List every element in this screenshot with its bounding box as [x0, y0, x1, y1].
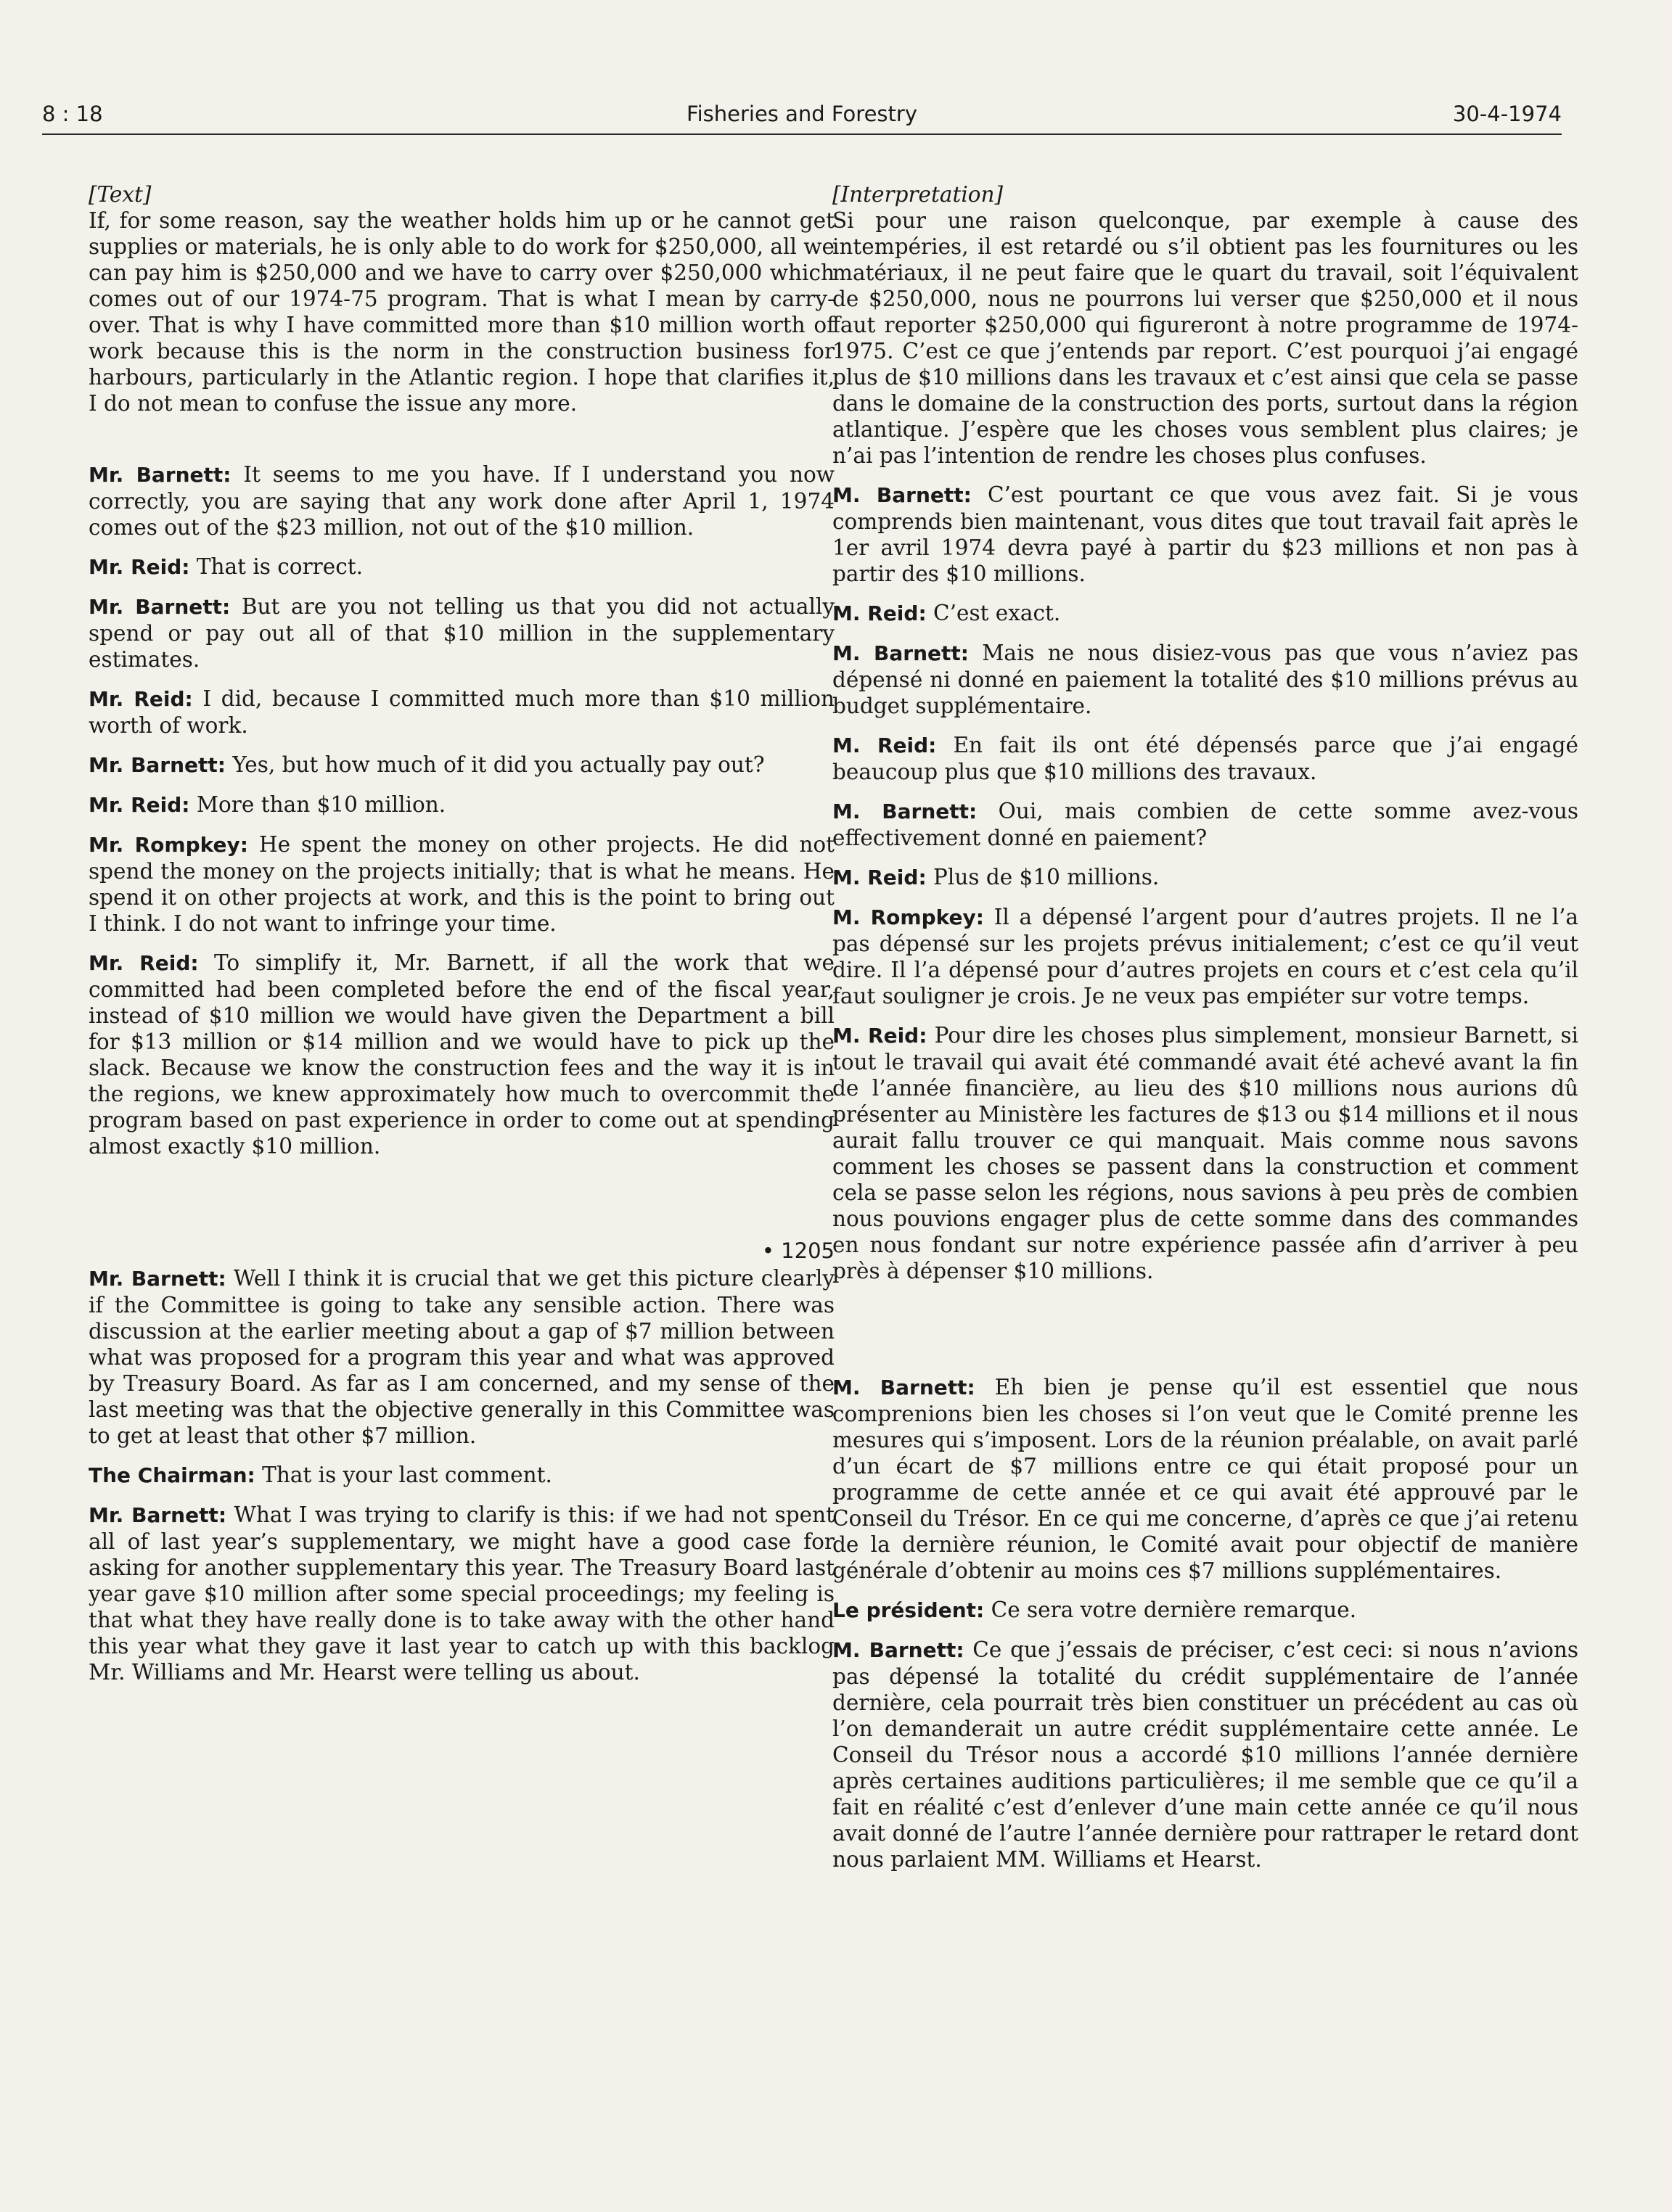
speech-text: He spent the money on other projects. He did not spend the money on the projects initially; that is what he means. He spend it on other projects at work, and this is the point to bring out I think. I do not want to infringe your time. — [89, 832, 835, 936]
exchange-paragraph — [832, 1374, 1578, 1584]
speaker-name: M. Rompkey: — [832, 905, 984, 929]
exchange-paragraph — [89, 831, 835, 937]
publication-title: Fisheries and Forestry — [687, 102, 917, 126]
speech-text: Yes, but how much of it did you actually pay out? — [232, 752, 765, 777]
speech-text: It seems to me you have. If I understand you now correctly, you are saying that any work done after April 1, 1974 comes out of the $23 million, not out of the $10 million. — [89, 462, 835, 540]
speaker-name: Mr. Barnett: — [89, 1503, 227, 1527]
exchange-paragraph — [832, 798, 1578, 851]
page-number: 8 : 18 — [42, 102, 103, 126]
speaker-name: M. Reid: — [832, 733, 937, 757]
french-column — [832, 181, 1578, 1886]
exchange-paragraph — [89, 1502, 835, 1685]
exchange-paragraph — [89, 950, 835, 1159]
speaker-name: Mr. Barnett: — [89, 1267, 226, 1291]
exchange-paragraph — [832, 600, 1578, 627]
exchange-paragraph — [832, 864, 1578, 891]
intro-paragraph: If, for some reason, say the weather holds him up or he cannot get supplies or materials, he is only able to do work for $250,000, all we can pay him is $250,000 and we have to carry over $250,000 which comes out of our 1974-75 program. That is what I mean by carry-over. That is why I have committed more than $10 million worth of work because this is the norm in the construction business for harbours, particularly in the Atlantic region. I hope that clarifies it, I do not mean to confuse the issue any more. — [89, 208, 835, 416]
page-header — [42, 102, 1562, 135]
english-column — [89, 181, 835, 1698]
speaker-name: M. Reid: — [832, 866, 927, 889]
speaker-name: M. Barnett: — [832, 641, 969, 665]
speaker-name: M. Barnett: — [832, 483, 972, 507]
speech-text: C’est exact. — [933, 601, 1061, 625]
speaker-name: Le président: — [832, 1598, 985, 1622]
exchange-paragraph — [832, 1597, 1578, 1624]
speaker-name: Mr. Barnett: — [89, 463, 231, 487]
speech-text: To simplify it, Mr. Barnett, if all the work that we committed had been completed before the end of the fiscal year, instead of $10 million we would have given the Department a bill for $13 million or $14 million and we would have to pick up the slack. Because we know the construction fees and the way it is in the regions, we knew approximately how much to overcommit the program based on past experience in order to come out at spending almost exactly $10 million. — [89, 950, 835, 1159]
speech-text: En fait ils ont été dépensés parce que j’ai engagé beaucoup plus que $10 millions des travaux. — [832, 733, 1579, 784]
exchange-paragraph — [89, 1265, 835, 1449]
speaker-name: Mr. Rompkey: — [89, 833, 248, 857]
speech-text: Oui, mais combien de cette somme avez-vous effectivement donné en paiement? — [832, 799, 1578, 850]
exchange-paragraph — [832, 732, 1578, 785]
speech-text: Ce que j’essais de préciser, c’est ceci: si nous n’avions pas dépensé la totalité du crédit supplémentaire de l’année dernière, cela pourrait très bien constituer un précédent au cas où l’on demanderait un autre crédit supplémentaire cette année. Le Conseil du Trésor nous a accordé $10 millions l’année dernière après certaines auditions particulières; il me semble que ce qu’il a fait en réalité c’est d’enlever d’une main cette année ce qu’il nous avait donné de l’autre l’année dernière pour rattraper le retard dont nous parlaient MM. Williams et Hearst. — [832, 1637, 1578, 1872]
speech-text: That is correct. — [196, 554, 363, 579]
exchange-paragraph — [89, 554, 835, 580]
intro-paragraph: Si pour une raison quelconque, par exemple à cause des intempéries, il est retardé ou s’il obtient pas les fournitures ou les matériaux, il ne peut faire que le quart du travail, soit l’équivalent de $250,000, nous ne pourrons lui verser que $250,000 et il nous faut reporter $250,000 qui figureront à notre programme de 1974-1975. C’est ce que j’entends par report. C’est pourquoi j’ai engagé plus de $10 millions dans les travaux et c’est ainsi que cela se passe dans le domaine de la construction des ports, surtout dans la région atlantique. J’espère que les choses vous semblent plus claires; je n’ai pas l’intention de rendre les choses plus confuses. — [832, 208, 1578, 468]
speaker-name: Mr. Reid: — [89, 793, 190, 817]
speech-text: Pour dire les choses plus simplement, monsieur Barnett, si tout le travail qui avait été commandé avait été achevé avant la fin de l’année financière, au lieu des $10 millions nous aurions dû présenter au Ministère les factures de $13 ou $14 millions et il nous aurait fallu trouver ce qui manquait. Mais comme nous savons comment les choses se passent dans la construction et comment cela se passe selon les régions, nous savions à peu près de combien nous pouvions engager plus de cette somme dans des commandes en nous fondant sur notre expérience passée afin d’arriver à peu près à dépenser $10 millions. — [832, 1023, 1578, 1283]
speaker-name: Mr. Barnett: — [89, 753, 226, 777]
speaker-name: M. Reid: — [832, 601, 927, 625]
speech-text: What I was trying to clarify is this: if we had not spent all of last year’s supplementary, we might have a good case for asking for another supplementary this year. The Treasury Board last year gave $10 million after some special proceedings; my feeling is that what they have really done is to take away with the other hand this year what they gave it last year to catch up with this backlog Mr. Williams and Mr. Hearst were telling us about. — [89, 1502, 835, 1685]
exchange-paragraph — [89, 792, 835, 818]
speech-text: Ce sera votre dernière remarque. — [991, 1598, 1357, 1622]
exchange-paragraph — [832, 640, 1578, 719]
text-label: [Text] — [89, 182, 152, 207]
speech-text: C’est pourtant ce que vous avez fait. Si je vous comprends bien maintenant, vous dites que tout travail fait après le 1er avril 1974 devra payé à partir du $23 millions et non pas à partir des $10 millions. — [832, 482, 1578, 586]
speech-text: Mais ne nous disiez-vous pas que vous n’aviez pas dépensé ni donné en paiement la totalité des $10 millions prévus au budget supplémentaire. — [832, 641, 1578, 718]
speech-text: I did, because I committed much more than $10 million worth of work. — [89, 686, 835, 738]
speech-text: That is your last comment. — [262, 1463, 552, 1487]
speech-text: Eh bien je pense qu’il est essentiel que nous comprenions bien les choses si l’on veut que le Comité prenne les mesures qui s’imposent. Lors de la réunion préalable, on avait parlé d’un écart de $7 millions entre ce qui était proposé pour un programme de cette année et ce qui avait été approuvé par le Conseil du Trésor. En ce qui me concerne, d’après ce que j’ai retenu de la dernière réunion, le Comité avait pour objectif de manière générale d’obtenir au moins ces $7 millions supplémentaires. — [832, 1375, 1578, 1583]
interpretation-label: [Interpretation] — [832, 182, 1004, 207]
exchange-paragraph — [832, 1022, 1578, 1284]
exchange-paragraph — [89, 461, 835, 540]
speech-text: More than $10 million. — [196, 792, 446, 817]
speech-text: Well I think it is crucial that we get this picture clearly if the Committee is going to take any sensible action. There was discussion at the earlier meeting about a gap of $7 million between what was proposed for a program this year and what was approved by Treasury Board. As far as I am concerned, and my sense of the last meeting was that the objective generally in this Committee was to get at least that other $7 million. — [89, 1266, 835, 1448]
speaker-name: The Chairman: — [89, 1463, 255, 1487]
exchange-paragraph — [89, 593, 835, 673]
page-date: 30-4-1974 — [1452, 102, 1562, 126]
exchange-paragraph — [89, 686, 835, 739]
time-marker: • 1205 — [761, 1238, 835, 1263]
exchange-paragraph — [832, 904, 1578, 1009]
speaker-name: M. Reid: — [832, 1024, 927, 1048]
exchange-paragraph — [89, 1462, 835, 1489]
speech-text: Il a dépensé l’argent pour d’autres projets. Il ne l’a pas dépensé sur les projets prévus initialement; c’est ce qu’il veut dire. Il l’a dépensé pour d’autres projets en cours et c’est cela qu’il faut souligner je crois. Je ne veux pas empiéter sur votre temps. — [832, 905, 1578, 1008]
speaker-name: Mr. Barnett: — [89, 595, 231, 619]
exchange-paragraph — [89, 752, 835, 778]
speech-text: But are you not telling us that you did not actually spend or pay out all of that $10 million in the supplementary estimates. — [89, 594, 835, 672]
exchange-paragraph — [832, 1637, 1578, 1872]
speaker-name: Mr. Reid: — [89, 687, 193, 711]
speaker-name: Mr. Reid: — [89, 555, 190, 579]
speaker-name: Mr. Reid: — [89, 951, 199, 975]
speaker-name: M. Barnett: — [832, 799, 978, 823]
speech-text: Plus de $10 millions. — [933, 865, 1160, 889]
speaker-name: M. Barnett: — [832, 1638, 964, 1662]
exchange-paragraph — [832, 482, 1578, 587]
speaker-name: M. Barnett: — [832, 1376, 975, 1399]
